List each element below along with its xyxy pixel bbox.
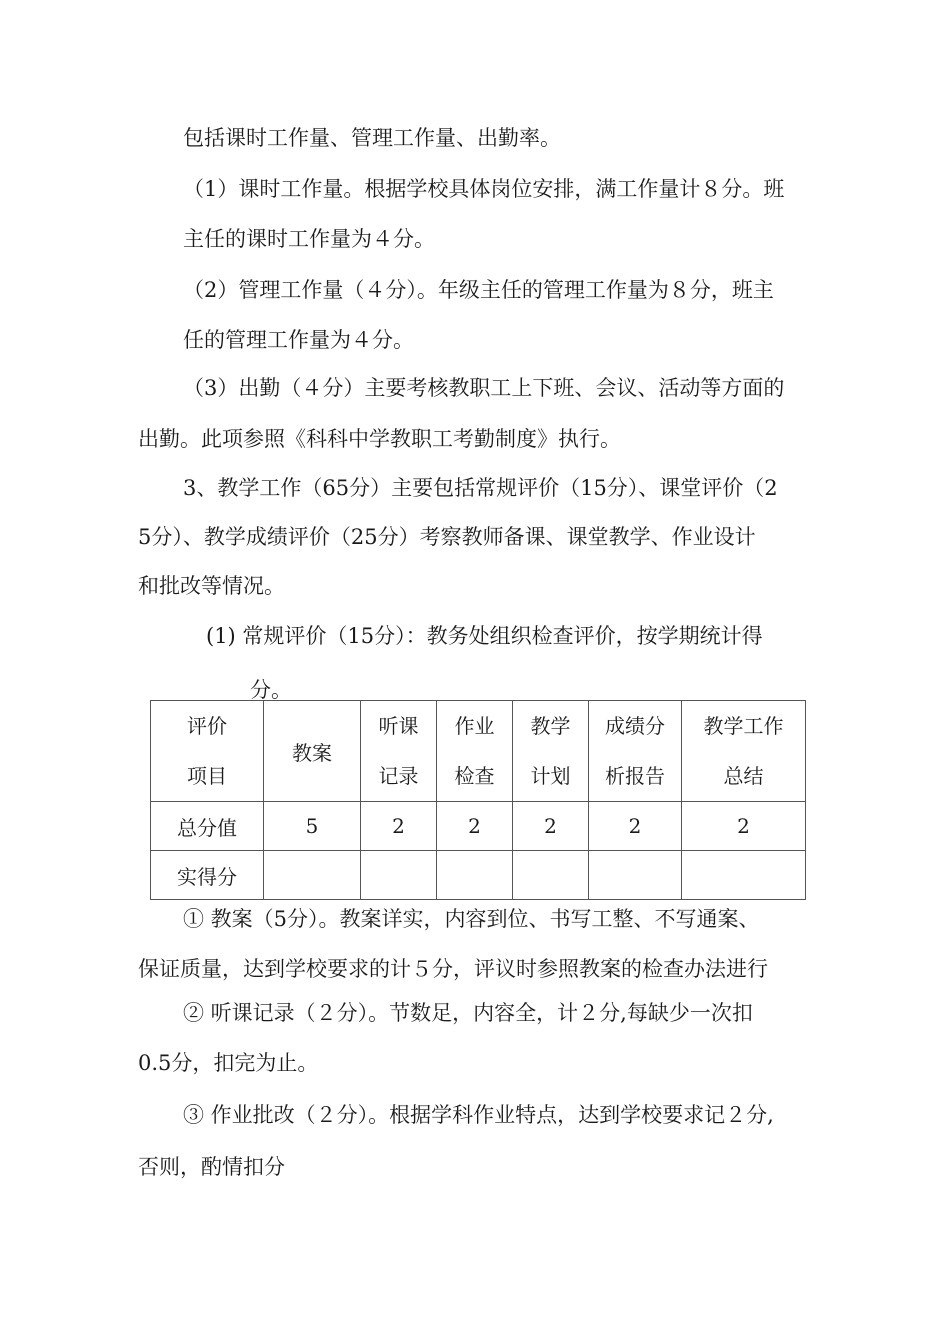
paragraph-line: 和批改等情况。 [138, 574, 285, 598]
header-cell: 成绩分 析报告 [589, 701, 682, 802]
score-table [150, 700, 806, 900]
section-heading-line: (1) 常规评价（15分）：教务处组织检查评价，按学期统计得 [206, 624, 763, 648]
header-cell: 评价 项目 [151, 701, 264, 802]
paragraph-line: ① 教案（5分）。教案详实，内容到位、书写工整、不写通案、 [183, 907, 760, 931]
table-cell: 2 [682, 802, 806, 851]
header-cell: 作业 检查 [437, 701, 513, 802]
table-header-row [151, 701, 806, 802]
header-cell: 听课 记录 [361, 701, 437, 802]
table-cell [589, 851, 682, 900]
table-cell: 2 [589, 802, 682, 851]
table-row [151, 851, 806, 900]
paragraph-line: 3、教学工作（65分）主要包括常规评价（15分）、课堂评价（2 [183, 476, 778, 500]
table-cell [682, 851, 806, 900]
table-cell: 实得分 [151, 851, 264, 900]
table-cell: 2 [361, 802, 437, 851]
header-cell: 教学 计划 [513, 701, 589, 802]
paragraph-line: （1）课时工作量。根据学校具体岗位安排，满工作量计８分。班 [183, 177, 785, 201]
paragraph-line: 包括课时工作量、管理工作量、出勤率。 [183, 126, 561, 150]
table-cell [264, 851, 361, 900]
paragraph-line: ② 听课记录（２分）。节数足，内容全，计２分,每缺少一次扣 [183, 1001, 753, 1025]
table-cell [437, 851, 513, 900]
paragraph-line: 否则，酌情扣分 [138, 1155, 285, 1179]
paragraph-line: 分。 [250, 678, 292, 702]
header-cell: 教案 [264, 701, 361, 802]
paragraph-line: 出勤。此项参照《科科中学教职工考勤制度》执行。 [138, 427, 621, 451]
paragraph-line: 主任的课时工作量为４分。 [183, 227, 435, 251]
paragraph-line: （2）管理工作量（４分）。年级主任的管理工作量为８分，班主 [183, 278, 774, 302]
table-cell: 总分值 [151, 802, 264, 851]
paragraph-line: 任的管理工作量为４分。 [183, 328, 414, 352]
table-cell: 2 [513, 802, 589, 851]
table-cell: 5 [264, 802, 361, 851]
table-row [151, 802, 806, 851]
table-cell [513, 851, 589, 900]
paragraph-line: （3）出勤（４分）主要考核教职工上下班、会议、活动等方面的 [183, 376, 785, 400]
paragraph-line: ③ 作业批改（２分）。根据学科作业特点，达到学校要求记２分, [183, 1103, 774, 1127]
header-cell: 教学工作 总结 [682, 701, 806, 802]
table-cell [361, 851, 437, 900]
paragraph-line: 保证质量，达到学校要求的计５分，评议时参照教案的检查办法进行 [138, 957, 768, 981]
paragraph-line: 0.5分，扣完为止。 [138, 1051, 319, 1075]
table-cell: 2 [437, 802, 513, 851]
paragraph-line: 5分）、教学成绩评价（25分）考察教师备课、课堂教学、作业设计 [138, 525, 756, 549]
